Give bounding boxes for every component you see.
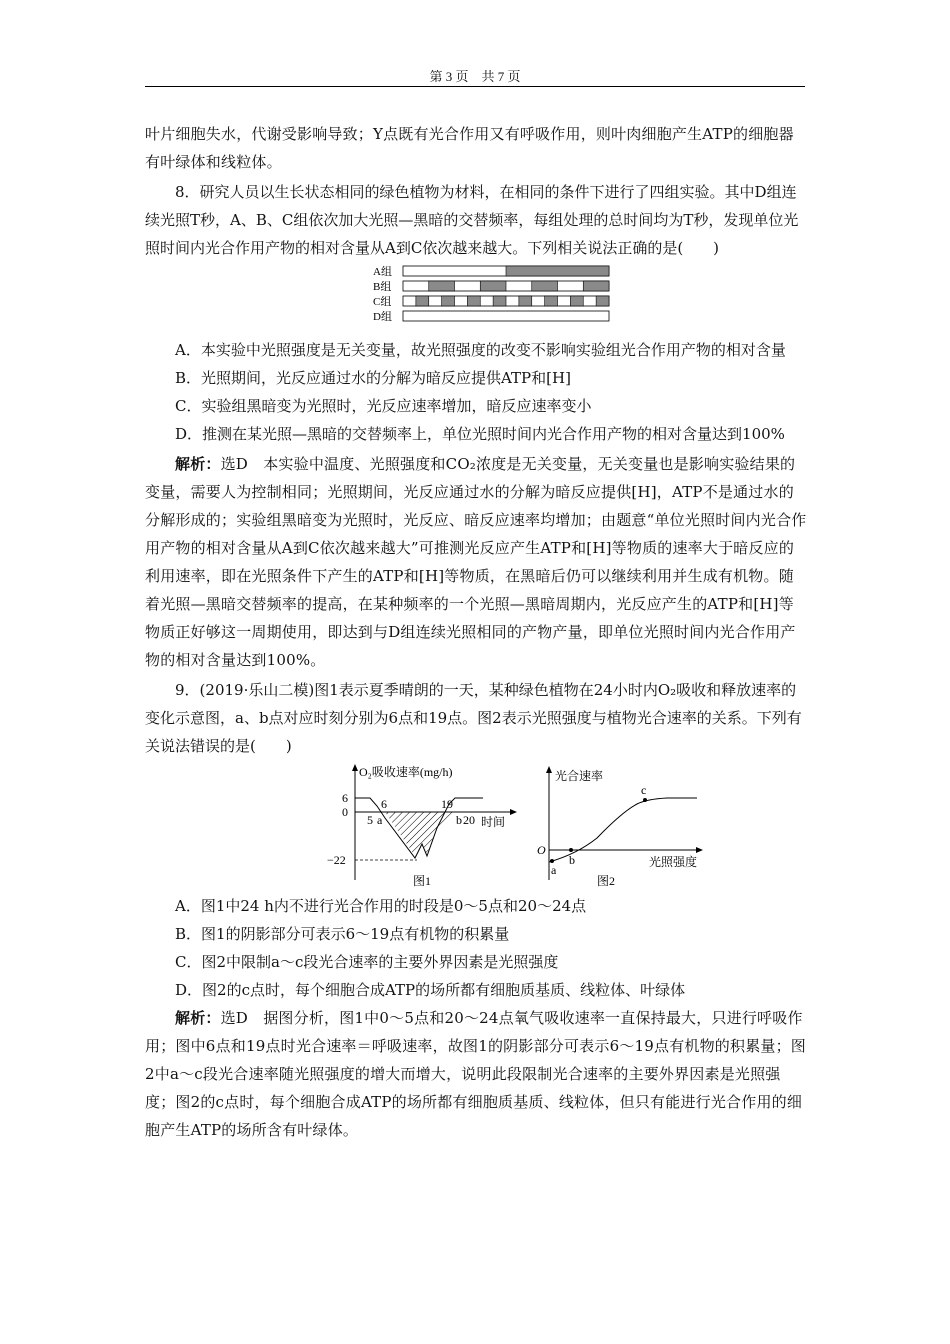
dark-period-segment xyxy=(570,296,583,306)
fig2-origin: O xyxy=(537,843,546,857)
fig2-label-b: b xyxy=(569,853,575,867)
q9-option-c: C．图2中限制a～c段光合速率的主要外界因素是光照强度 xyxy=(175,953,559,971)
q8-figure xyxy=(145,264,807,328)
q9-analysis-label: 解析： xyxy=(175,1009,221,1027)
bar-row-label: D组 xyxy=(373,311,392,323)
bar-row-label: A组 xyxy=(373,266,392,278)
dark-period-segment xyxy=(442,296,455,306)
fig2-label-c: c xyxy=(641,783,647,797)
fig2-point-b xyxy=(569,848,573,852)
fig1-label-a: a xyxy=(377,813,383,827)
fig2-caption: 图2 xyxy=(597,874,616,888)
fig1-label-5: 5 xyxy=(367,813,373,827)
figure-2 xyxy=(537,766,703,888)
figure-1 xyxy=(327,764,517,888)
dark-period-segment xyxy=(545,296,558,306)
q9-analysis-text: 选D 据图分析，图1中0～5点和20～24点氧气吸收速率一直保持最大，只进行呼吸作用；图中6点和19点时光合速率＝呼吸速率，故图1的阴影部分可表示6～19点有机物的积累量；图2中a～c段光合速率随光照强度的增大而增大，说明此段限制光合速率的主要外界因素是光照强度；图2的c点时，每个细胞合成ATP的场所都有细胞质基质、线粒体，但只有能进行光合作用的细胞产生ATP的场所含有叶绿体。 xyxy=(145,1009,807,1139)
dark-period-segment xyxy=(416,296,429,306)
light-dark-bars-figure xyxy=(145,264,807,328)
fig2-y-arrow xyxy=(546,766,552,773)
dark-period-segment xyxy=(506,266,609,276)
q9-option-a: A．图1中24 h内不进行光合作用的时段是0～5点和20～24点 xyxy=(175,897,587,915)
q9-figures xyxy=(145,762,807,890)
dark-period-segment xyxy=(519,296,532,306)
bar-row-label: B组 xyxy=(373,281,392,293)
fig1-label-b: b xyxy=(456,813,462,827)
q8-option-c: C．实验组黑暗变为光照时，光反应速率增加，暗反应速率变小 xyxy=(175,397,592,415)
fig1-shaded-area xyxy=(375,812,455,856)
q8-option-d: D．推测在某光照—黑暗的交替频率上，单位光照时间内光合作用产物的相对含量达到100% xyxy=(175,425,785,443)
fig1-tick-0: 0 xyxy=(342,805,348,819)
page-header: 第 3 页 共 7 页 xyxy=(429,69,521,84)
fig1-tick-neg22: −22 xyxy=(327,853,346,867)
fig1-label-20: 20 xyxy=(463,813,475,827)
dark-period-segment xyxy=(467,296,480,306)
page-content xyxy=(145,120,807,1144)
fig1-tick-6: 6 xyxy=(342,791,348,805)
q9-option-d: D．图2的c点时，每个细胞合成ATP的场所都有细胞质基质、线粒体、叶绿体 xyxy=(175,981,686,999)
q8-stem: 8．研究人员以生长状态相同的绿色植物为材料，在相同的条件下进行了四组实验。其中D组连续光照T秒，A、B、C组依次加大光照—黑暗的交替频率，每组处理的总时间均为T秒，发现单位光照时间内光合作用产物的相对含量从A到C依次越来越大。下列相关说法正确的是( ) xyxy=(145,183,799,257)
dark-period-segment xyxy=(532,281,558,291)
fig1-caption: 图1 xyxy=(413,874,432,888)
q8-option-a: A．本实验中光照强度是无关变量，故光照强度的改变不影响实验组光合作用产物的相对含量 xyxy=(175,341,786,359)
q8-analysis-label: 解析： xyxy=(175,455,221,473)
fig1-label-19: 19 xyxy=(441,797,453,811)
q9-analysis xyxy=(145,1004,807,1144)
fig2-label-a: a xyxy=(551,863,557,877)
fig1-ylabel: O₂吸收速率(mg/h) xyxy=(359,765,453,779)
q9-option-b: B．图1的阴影部分可表示6～19点有机物的积累量 xyxy=(175,925,510,943)
fig1-y-arrow xyxy=(352,764,358,771)
header-rule xyxy=(145,86,805,87)
fig2-point-c xyxy=(643,798,647,802)
dark-period-segment xyxy=(480,281,506,291)
fig2-xlabel: 光照强度 xyxy=(649,855,698,869)
dark-period-segment xyxy=(429,281,455,291)
dark-period-segment xyxy=(493,296,506,306)
fig1-label-6: 6 xyxy=(381,797,387,811)
q9-stem: 9．(2019·乐山二模)图1表示夏季晴朗的一天，某种绿色植物在24小时内O₂吸收和释放速率的变化示意图，a、b点对应时刻分别为6点和19点。图2表示光照强度与植物光合速率的关系。下列有关说法错误的是( ) xyxy=(145,681,802,755)
dark-period-segment xyxy=(596,296,609,306)
q8-analysis-text: 选D 本实验中温度、光照强度和CO₂浓度是无关变量，无关变量也是影响实验结果的变量，需要人为控制相同；光照期间，光反应通过水的分解为暗反应提供[H]，ATP不是通过水的分解形成的；实验组黑暗变为光照时，光反应、暗反应速率均增加；由题意“单位光照时间内光合作用产物的相对含量从A到C依次越来越大”可推测光反应产生ATP和[H]等物质的速率大于暗反应的利用速率，即在光照条件下产生的ATP和[H]等物质，在黑暗后仍可以继续利用并生成有机物。随着光照—黑暗交替频率的提高，在某种频率的一个光照—黑暗周期内，光反应产生的ATP和[H]等物质正好够这一周期使用，即达到与D组连续光照相同的产物产量，即单位光照时间内光合作用产物的相对含量达到100%。 xyxy=(145,455,807,669)
q8-analysis xyxy=(145,450,807,674)
q9-figures-svg xyxy=(145,762,807,890)
fig2-ylabel: 光合速率 xyxy=(555,769,604,783)
fig1-xlabel: 时间 xyxy=(481,815,506,829)
dark-period-segment xyxy=(583,281,609,291)
q8-option-b: B．光照期间，光反应通过水的分解为暗反应提供ATP和[H] xyxy=(175,369,571,387)
bar-row-outline xyxy=(403,311,609,321)
previous-analysis-continuation: 叶片细胞失水，代谢受影响导致；Y点既有光合作用又有呼吸作用，则叶肉细胞产生ATP的细胞器有叶绿体和线粒体。 xyxy=(145,125,794,171)
fig2-x-arrow xyxy=(696,847,703,853)
fig1-x-arrow xyxy=(510,809,517,815)
bar-row-label: C组 xyxy=(373,296,392,308)
